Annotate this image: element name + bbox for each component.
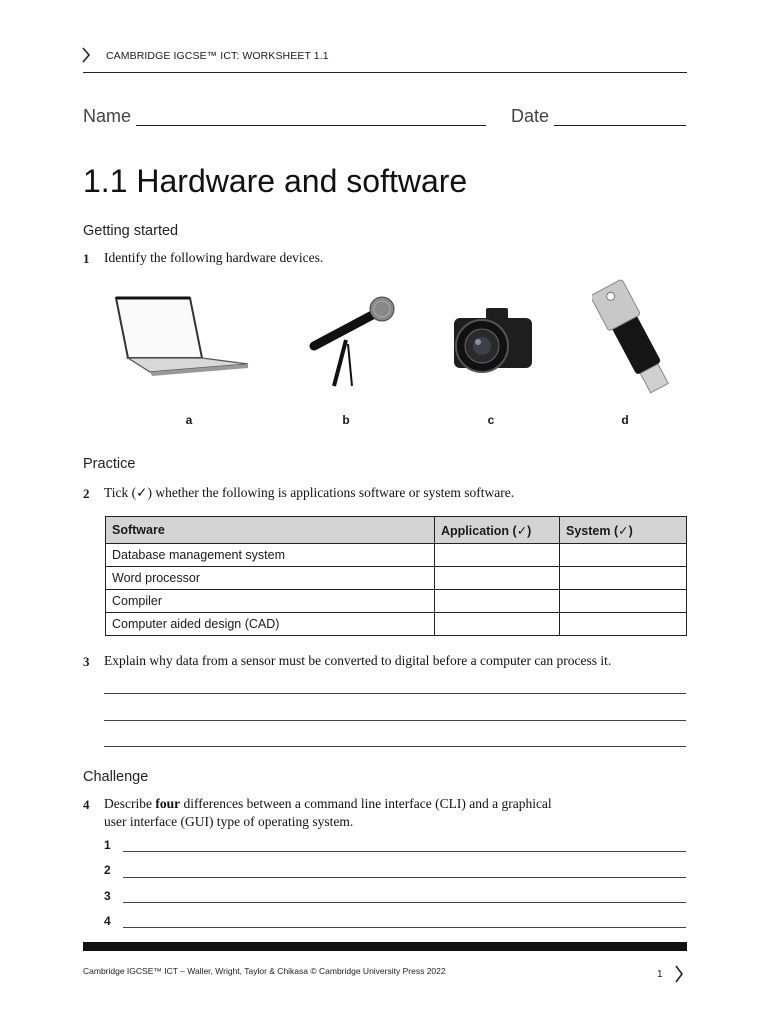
section-heading-getting-started: Getting started <box>83 223 179 239</box>
system-tick-cell[interactable] <box>560 544 687 567</box>
question-number: 2 <box>83 486 90 501</box>
question-text <box>104 796 552 812</box>
table-row <box>106 544 687 567</box>
date-field[interactable] <box>554 125 686 126</box>
software-name: Compiler <box>106 590 435 613</box>
table-header: Software <box>106 517 435 544</box>
chevron-right-icon[interactable] <box>673 964 685 984</box>
application-tick-cell[interactable] <box>435 567 560 590</box>
system-tick-cell[interactable] <box>560 613 687 636</box>
section-heading-challenge: Challenge <box>83 769 149 785</box>
worksheet-header: CAMBRIDGE IGCSE™ ICT: WORKSHEET 1.1 <box>106 50 329 62</box>
table-header: System (✓) <box>560 517 687 544</box>
answer-number: 2 <box>104 863 111 877</box>
answer-line[interactable] <box>104 720 686 721</box>
answer-number: 1 <box>104 838 111 852</box>
image-label-b: b <box>342 413 350 427</box>
table-header-row <box>106 517 687 544</box>
page-number: 1 <box>657 969 663 980</box>
laptop-icon <box>110 292 255 382</box>
microphone-icon <box>308 294 400 388</box>
answer-line[interactable] <box>104 746 686 747</box>
table-row <box>106 590 687 613</box>
question-text-part: differences between a command line interface (CLI) and a graphical <box>180 796 552 811</box>
question-number: 4 <box>83 797 90 812</box>
application-tick-cell[interactable] <box>435 613 560 636</box>
footer-copyright: Cambridge IGCSE™ ICT – Waller, Wright, Taylor & Chikasa © Cambridge University Press 2022 <box>83 966 446 976</box>
answer-number: 3 <box>104 889 111 903</box>
name-label: Name <box>83 106 132 126</box>
question-text: Tick (✓) whether the following is applications software or system software. <box>104 485 515 500</box>
answer-number: 4 <box>104 914 111 928</box>
answer-line[interactable] <box>123 902 686 903</box>
chevron-right-icon <box>80 46 92 64</box>
camera-icon <box>448 304 534 376</box>
question-text: Explain why data from a sensor must be converted to digital before a computer can process it. <box>104 653 612 668</box>
answer-line[interactable] <box>123 851 686 852</box>
system-tick-cell[interactable] <box>560 590 687 613</box>
name-field[interactable] <box>136 125 486 126</box>
image-label-d: d <box>621 413 629 427</box>
question-number: 1 <box>83 251 90 266</box>
application-tick-cell[interactable] <box>435 590 560 613</box>
question-text-emphasis: four <box>155 796 181 811</box>
application-tick-cell[interactable] <box>435 544 560 567</box>
footer-bar <box>83 942 687 951</box>
system-tick-cell[interactable] <box>560 567 687 590</box>
software-name: Computer aided design (CAD) <box>106 613 435 636</box>
date-label: Date <box>511 106 550 126</box>
image-label-a: a <box>185 413 193 427</box>
question-text-line2: user interface (GUI) type of operating system. <box>104 814 354 829</box>
image-label-c: c <box>487 413 495 427</box>
answer-line[interactable] <box>123 927 686 928</box>
usb-drive-icon <box>592 276 676 398</box>
section-heading-practice: Practice <box>83 456 136 472</box>
table-row <box>106 567 687 590</box>
header-rule <box>83 72 687 73</box>
table-row <box>106 613 687 636</box>
question-text-part: Describe <box>104 796 156 811</box>
software-table <box>105 516 687 636</box>
answer-line[interactable] <box>104 693 686 694</box>
software-name: Database management system <box>106 544 435 567</box>
software-name: Word processor <box>106 567 435 590</box>
answer-line[interactable] <box>123 877 686 878</box>
question-number: 3 <box>83 654 90 669</box>
question-text: Identify the following hardware devices. <box>104 250 324 265</box>
table-header: Application (✓) <box>435 517 560 544</box>
page-title: 1.1 Hardware and software <box>83 163 468 199</box>
